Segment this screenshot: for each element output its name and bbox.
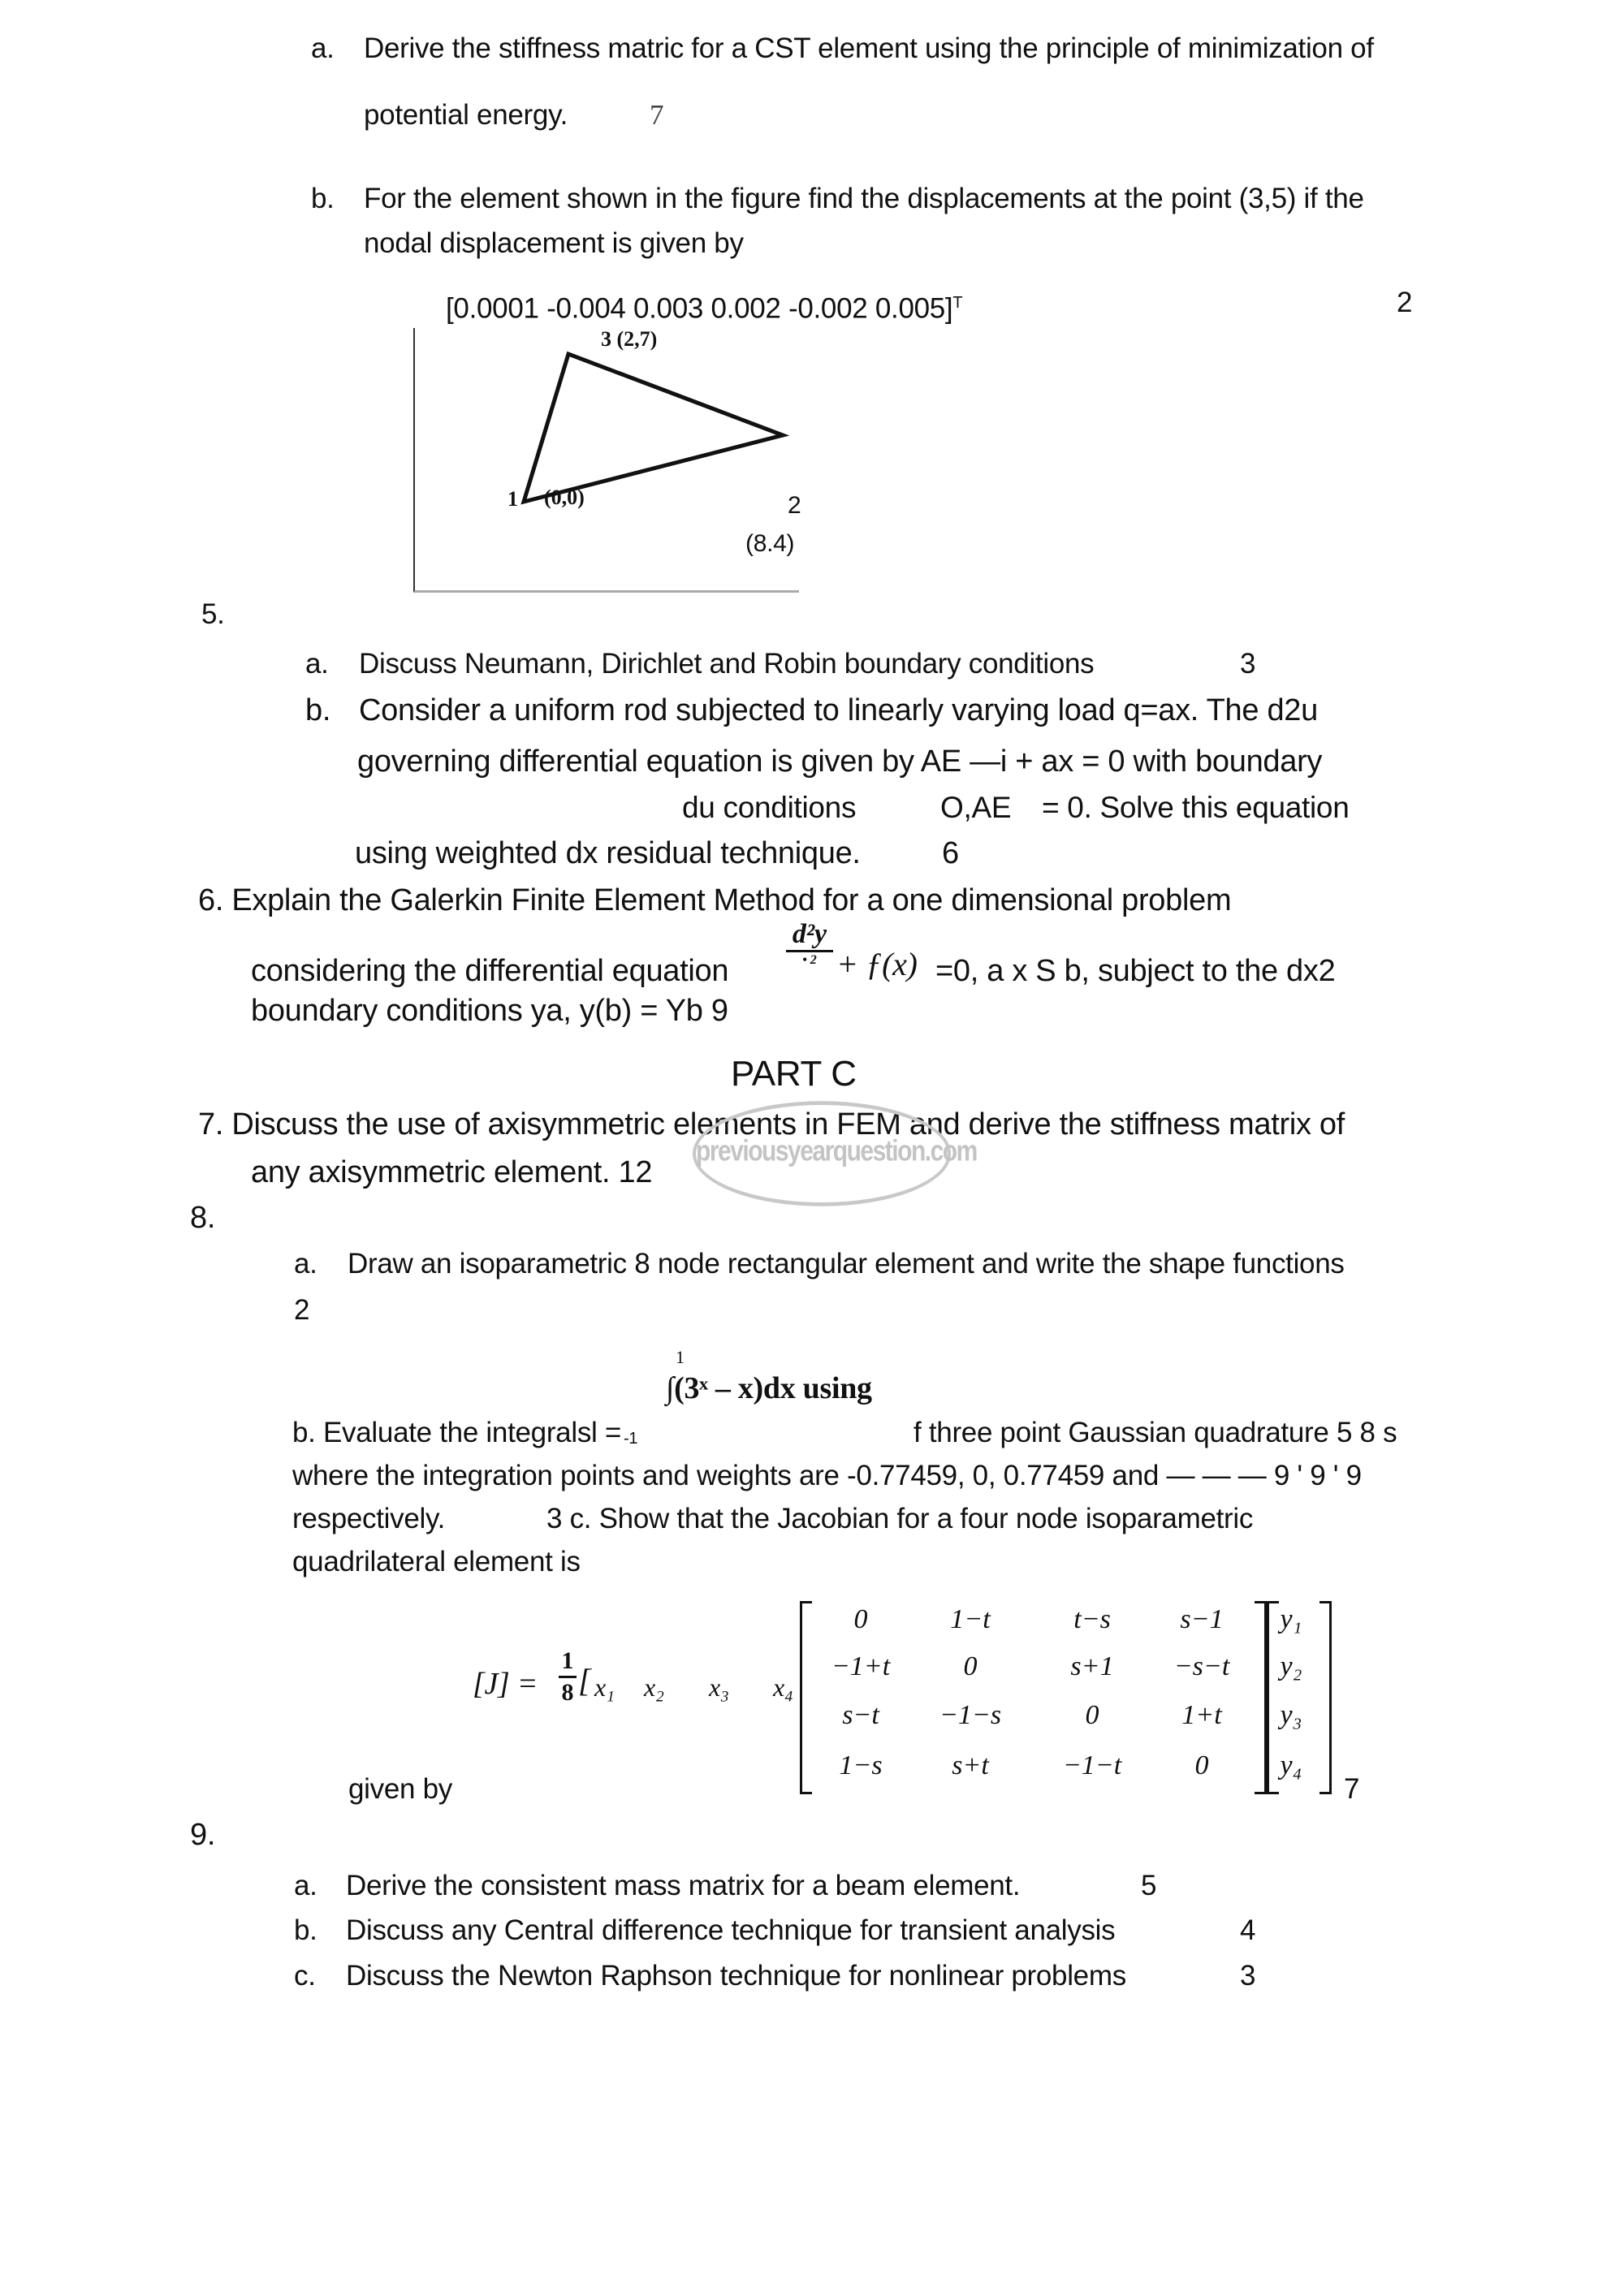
part-c-heading: PART C [731,1054,857,1094]
node2-number: 2 [788,492,801,519]
q9b-marks: 4 [1240,1914,1256,1946]
q7-line2: any axisymmetric element. 12 [251,1155,653,1189]
column-vector-y3: y₃ [1280,1700,1302,1730]
row-vector-open-bracket: [ [578,1662,591,1698]
q8-number: 8. [190,1201,216,1235]
vector-values: [0.0001 -0.004 0.003 0.002 -0.002 0.005] [446,292,953,325]
transpose-symbol: T [952,294,963,312]
equation-fraction [786,919,833,969]
q5b-line3b: O,AE [940,791,1012,824]
given-by-text: given by [348,1773,452,1805]
q8b-line2: where the integration points and weights are -0.77459, 0, 0.77459 and — — — 9 ' 9 ' 9 [292,1460,1362,1491]
q9c-label: c. [294,1960,316,1992]
q8a-label: a. [294,1248,317,1280]
node1-number: 1 [508,487,518,511]
nodal-displacement-vector [446,287,962,326]
matrix-cell: −1−t [1062,1750,1122,1780]
q9a-marks: 5 [1141,1870,1157,1901]
integral-expression: ∫(3ˣ – x)dx using [666,1371,872,1405]
q8a-text: Draw an isoparametric 8 node rectangular element and write the shape functions [348,1248,1345,1280]
equation-numerator: d²y [792,919,827,949]
matrix-cell: −1−s [939,1700,1002,1730]
q5b-line4: using weighted dx residual technique. [355,836,861,870]
q4a-marks: 7 [650,99,664,131]
matrix-cell: s+t [952,1750,989,1780]
integral-upper-limit: 1 [676,1347,685,1367]
q5a-text: Discuss Neumann, Dirichlet and Robin boundary conditions [359,648,1095,680]
q8a-marks: 2 [294,1294,310,1326]
column-vector-y1: y₁ [1280,1604,1302,1634]
q4b-label: b. [311,183,335,214]
matrix-cell: 0 [963,1651,978,1681]
q4b-text: For the element shown in the figure find the displacements at the point (3,5) if the [364,183,1364,214]
row-vector-x1: x₁ [594,1672,615,1702]
q9c-marks: 3 [1240,1960,1256,1992]
jacobian-lhs: [J] = [473,1667,538,1701]
q5a-label: a. [305,648,329,680]
node1-coordinates: (0,0) [544,486,585,509]
integral-lower-limit: -1 [624,1430,638,1448]
q9b-label: b. [294,1914,317,1946]
watermark-logo: previousyearquestion.com [693,1101,951,1206]
q5b-line3c: = 0. Solve this equation [1042,791,1350,824]
jacobian-fraction [559,1646,577,1707]
q8c-marks: 7 [1344,1773,1360,1805]
q5a-marks: 3 [1240,648,1256,680]
fraction-denominator: 8 [559,1676,577,1707]
q9a-text: Derive the consistent mass matrix for a beam element. [346,1870,1021,1901]
q9-number: 9. [190,1818,216,1852]
q4b-marks: 2 [1397,287,1413,318]
q8b-line1b: f three point Gaussian quadrature 5 8 s [914,1417,1397,1448]
matrix-cell: 0 [1194,1750,1209,1780]
matrix-cell: 1−t [950,1604,991,1634]
q9b-text: Discuss any Central difference technique for transient analysis [346,1914,1116,1946]
q5-number: 5. [201,598,225,630]
fraction-numerator: 1 [561,1647,574,1674]
q8b-line4: quadrilateral element is [292,1546,581,1577]
matrix-cell: s−t [842,1700,879,1730]
matrix-cell: 1+t [1181,1700,1222,1730]
matrix-cell: s−1 [1180,1604,1224,1634]
q5b-line3a: du conditions [682,791,857,824]
q6-line2b: =0, a x S b, subject to the dx2 [935,954,1336,988]
matrix-cell: 0 [853,1604,868,1634]
q8b-line3a: respectively. [292,1503,446,1534]
jacobian-matrix [800,1601,1547,1796]
matrix-cell: −s−t [1173,1651,1230,1681]
q4a-text-cont: potential energy. [364,99,568,131]
q5b-label: b. [305,693,331,727]
q4b-text-cont: nodal displacement is given by [364,227,744,259]
column-vector-y4: y₄ [1280,1750,1302,1780]
q5b-marks: 6 [942,836,959,870]
q4a-label: a. [311,32,335,64]
q7-line1: 7. Discuss the use of axisymmetric elements in FEM and derive the stiffness matrix of [198,1107,1345,1142]
matrix-cell: −1+t [831,1651,891,1681]
equation-denominator: • 2 [786,950,833,969]
q9c-text: Discuss the Newton Raphson technique for nonlinear problems [346,1960,1126,1992]
q9a-label: a. [294,1870,317,1901]
q4a-text: Derive the stiffness matric for a CST element using the principle of minimization of [364,32,1374,64]
q6-line2a: considering the differential equation [251,954,729,988]
row-vector-x3: x₃ [709,1672,729,1702]
matrix-cell: 1−s [839,1750,883,1780]
q6-line1: 6. Explain the Galerkin Finite Element Method for a one dimensional problem [198,883,1232,917]
node2-coordinates: (8.4) [745,530,795,557]
matrix-cell: s+1 [1070,1651,1114,1681]
q8b-line1a: b. Evaluate the integralsl = [292,1417,622,1448]
q5b-line2: governing differential equation is given by AE —i + ax = 0 with boundary [357,744,1323,779]
matrix-cell: 0 [1085,1700,1099,1730]
q8b-line3b: 3 c. Show that the Jacobian for a four node isoparametric [546,1503,1254,1534]
matrix-cell: t−s [1073,1604,1111,1634]
column-vector-y2: y₂ [1280,1651,1302,1681]
row-vector-x4: x₄ [773,1672,793,1702]
node3-label: 3 (2,7) [601,327,658,351]
equation-function: + ƒ(x) [836,946,918,982]
q5b-line1: Consider a uniform rod subjected to linearly varying load q=ax. The d2u [359,693,1318,727]
q6-line3: boundary conditions ya, y(b) = Yb 9 [251,994,728,1028]
triangle-element-icon [413,328,803,596]
row-vector-x2: x₂ [644,1672,664,1702]
